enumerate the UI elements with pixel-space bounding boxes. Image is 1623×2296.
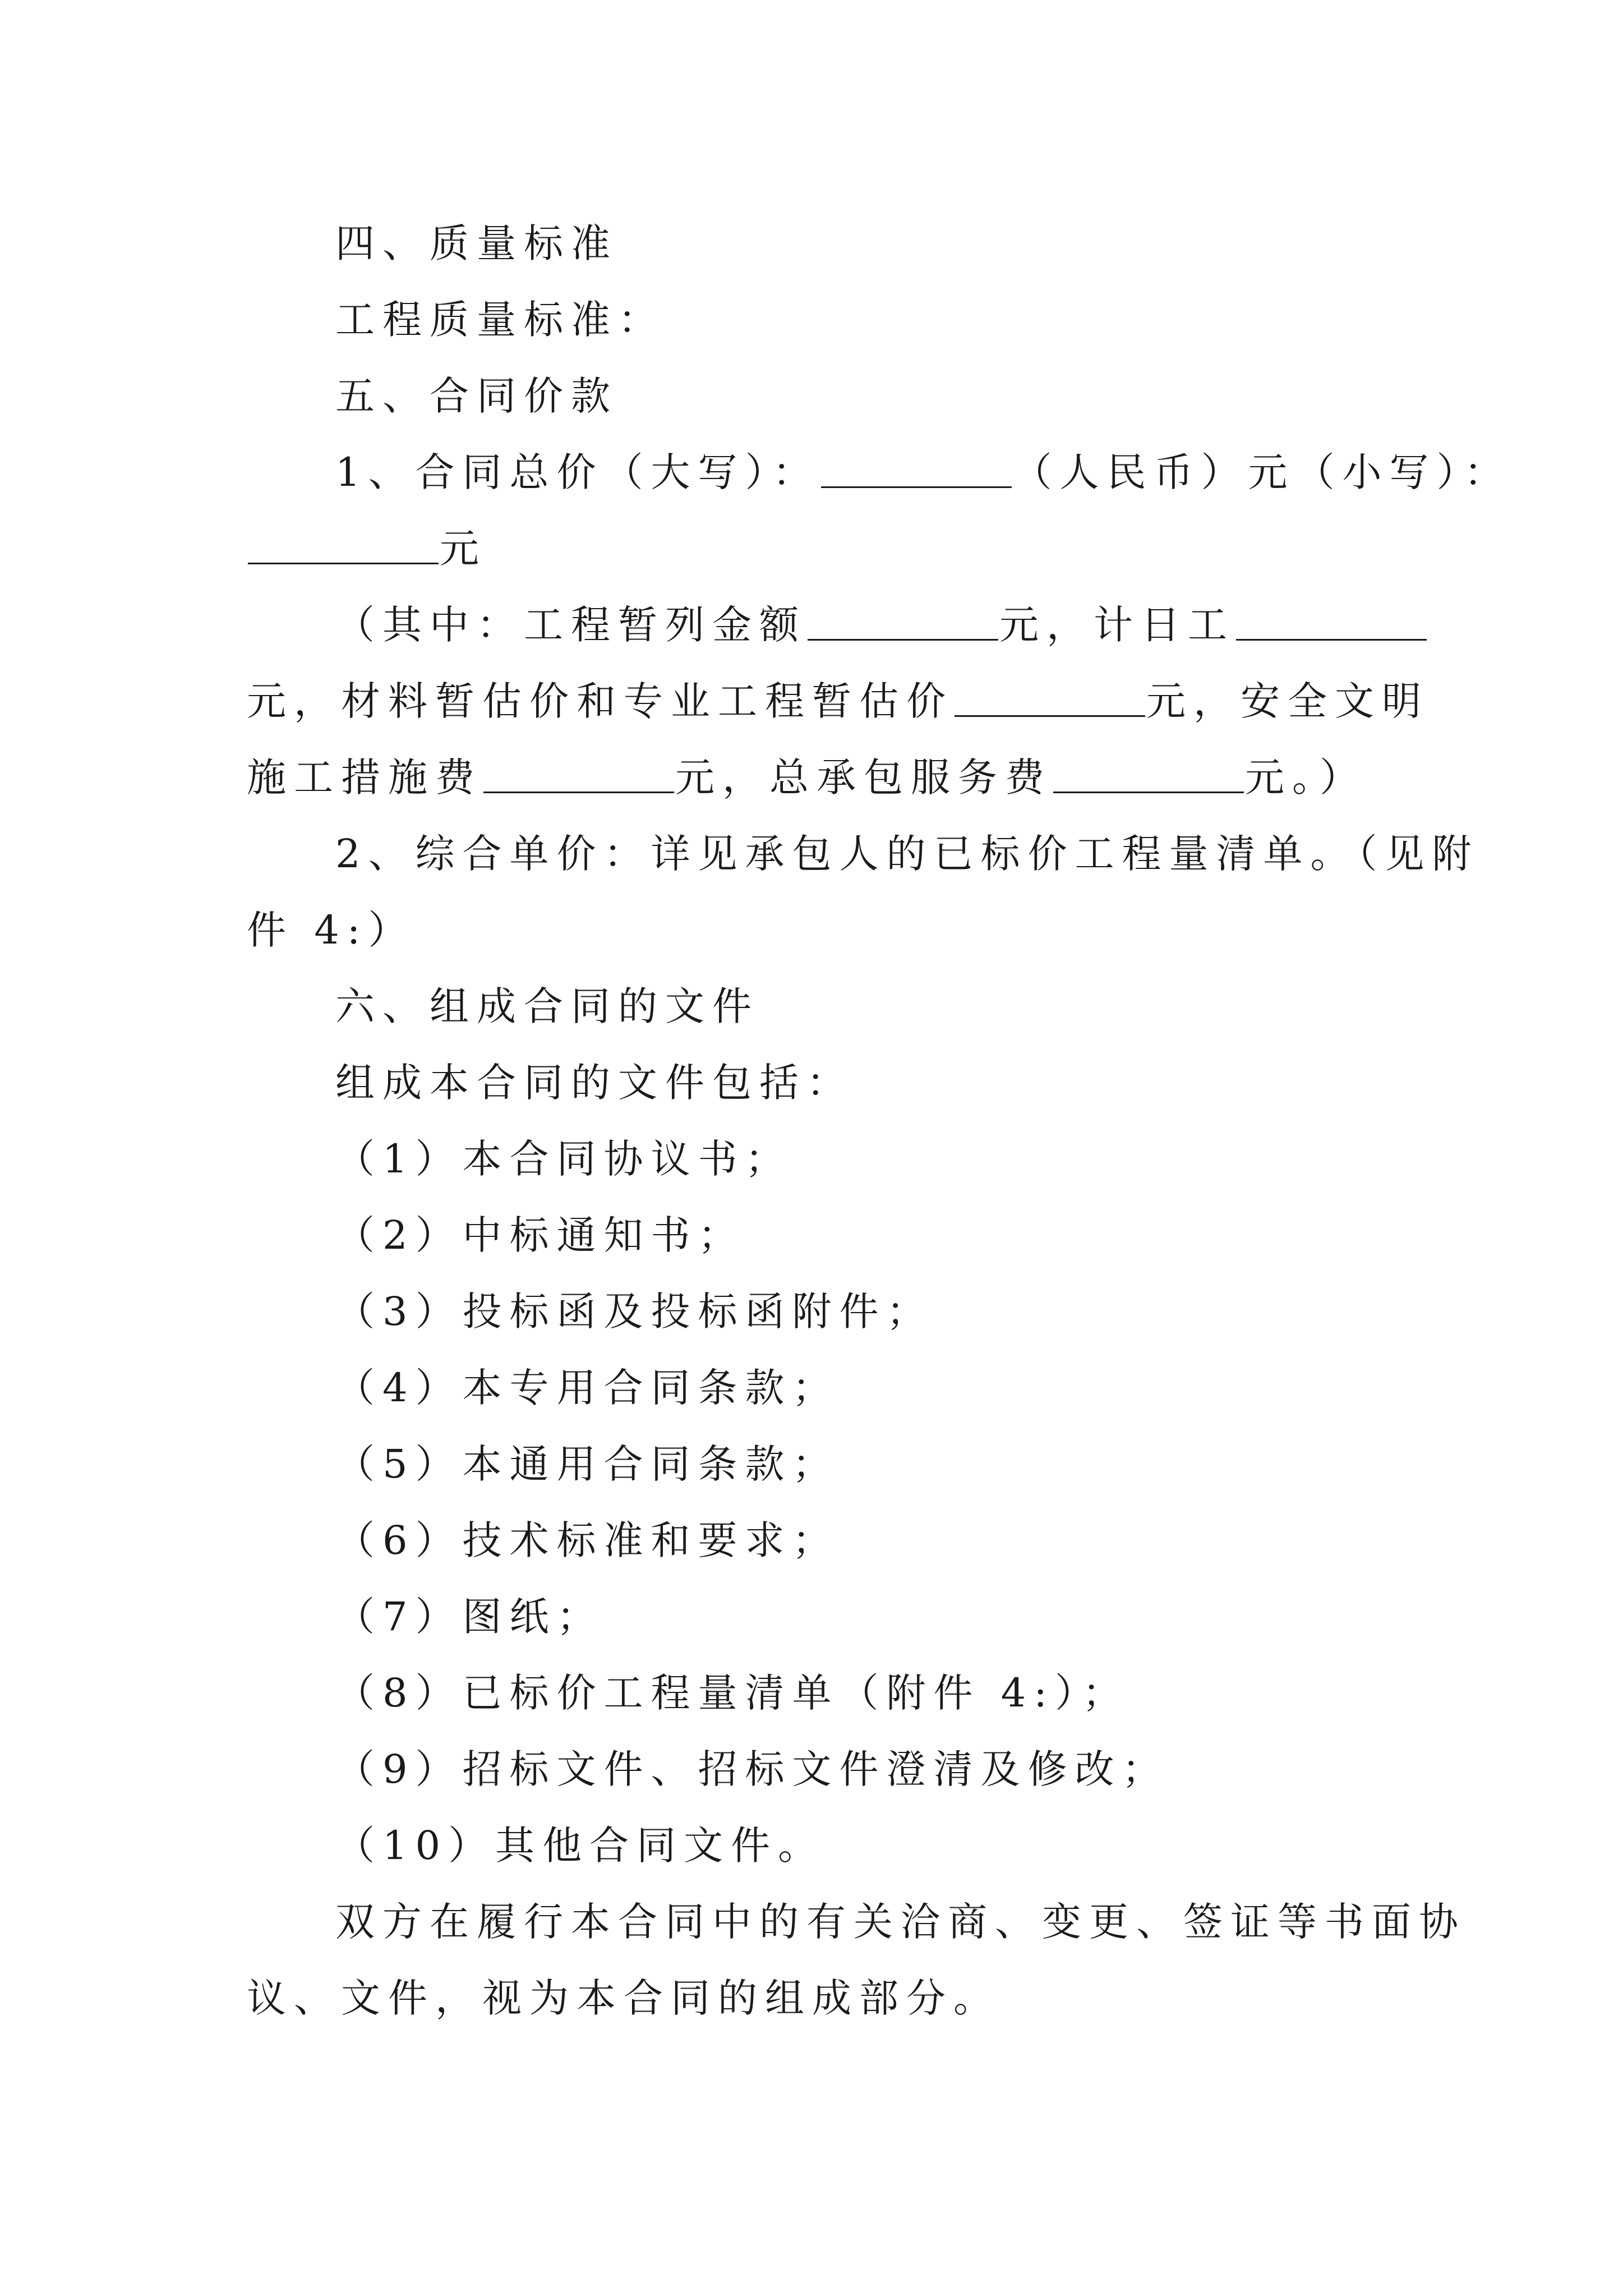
unit-price-line-2: 件 4:） — [247, 907, 416, 953]
material-estimate-label: 元，材料暂估价和专业工程暂估价 — [247, 678, 953, 724]
provisional-sum-label: （其中：工程暂列金额 — [335, 602, 806, 648]
contract-document-item: （7）图纸； — [335, 1594, 604, 1640]
safety-label: 元，安全文明 — [1146, 678, 1429, 724]
contract-document-item: （10）其他合同文件。 — [335, 1823, 826, 1869]
contract-document-item: （8）已标价工程量清单（附件 4:）； — [335, 1670, 1129, 1716]
quality-standard-label: 工程质量标准： — [335, 297, 665, 343]
unit-price-line-1: 2、综合单价：详见承包人的已标价工程量清单。（见附 — [335, 831, 1479, 877]
contract-total-price-line — [335, 444, 1511, 500]
breakdown-end: 元。） — [1245, 754, 1367, 800]
daywork-label: 元，计日工 — [999, 602, 1235, 648]
contract-document-item: （5）本通用合同条款； — [335, 1441, 840, 1487]
section-4-heading: 四、质量标准 — [335, 220, 618, 266]
safety-measures-blank[interactable] — [483, 752, 674, 793]
contract-document-item: （1）本合同协议书； — [335, 1136, 792, 1182]
section-5-heading: 五、合同价款 — [335, 373, 618, 419]
total-price-label: 1、合同总价（大写）： — [335, 449, 820, 495]
yuan-unit: 元 — [440, 526, 487, 572]
contract-total-price-line-2 — [247, 521, 487, 577]
rmb-label: （人民币）元（小写）： — [1012, 449, 1511, 495]
contract-document-item: （9）招标文件、招标文件澄清及修改； — [335, 1746, 1169, 1792]
price-breakdown-line-2 — [247, 673, 1429, 729]
daywork-blank[interactable] — [1236, 600, 1427, 641]
provisional-sum-blank[interactable] — [808, 600, 998, 641]
contract-document-item: （2）中标通知书； — [335, 1212, 745, 1258]
safety-measures-label: 施工措施费 — [247, 754, 482, 800]
contract-document-item: （3）投标函及投标函附件； — [335, 1289, 934, 1335]
section-6-heading: 六、组成合同的文件 — [335, 983, 759, 1029]
general-contracting-label: 元，总承包服务费 — [675, 754, 1052, 800]
closing-paragraph-line-1: 双方在履行本合同中的有关洽商、变更、签证等书面协 — [335, 1899, 1466, 1945]
price-breakdown-line-1 — [335, 597, 1428, 653]
contract-document-item: （6）技术标准和要求； — [335, 1517, 840, 1563]
total-price-uppercase-blank[interactable] — [821, 447, 1012, 488]
closing-paragraph-line-2: 议、文件，视为本合同的组成部分。 — [247, 1975, 1000, 2021]
contract-document-item: （4）本专用合同条款； — [335, 1365, 840, 1411]
contract-documents-intro: 组成本合同的文件包括： — [335, 1060, 854, 1106]
total-price-lowercase-blank[interactable] — [248, 523, 439, 564]
price-breakdown-line-3 — [247, 749, 1367, 806]
material-estimate-blank[interactable] — [955, 676, 1145, 717]
general-contracting-blank[interactable] — [1053, 752, 1244, 793]
